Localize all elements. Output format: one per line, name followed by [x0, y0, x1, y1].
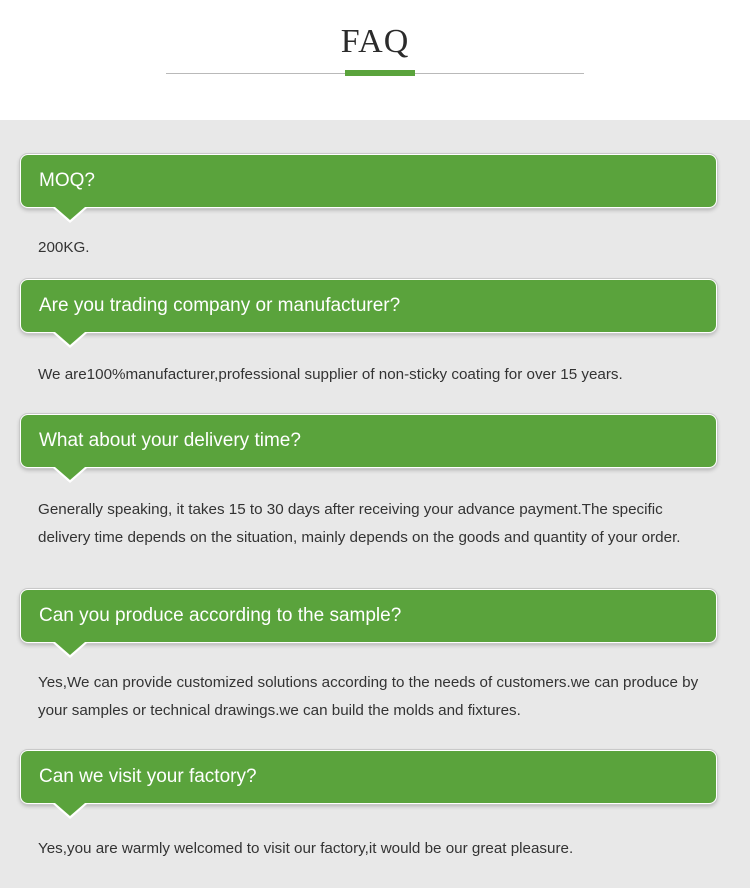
header-accent-bar: [345, 70, 415, 76]
question-text: Can we visit your factory?: [39, 766, 257, 787]
faq-question-sample: [20, 589, 717, 643]
question-text: What about your delivery time?: [39, 430, 301, 451]
speech-tail: [55, 803, 85, 816]
speech-tail: [55, 332, 85, 345]
faq-question-delivery-time: [20, 414, 717, 468]
faq-answer-delivery-time: Generally speaking, it takes 15 to 30 days after receiving your advance payment.The specific delivery time depends on the situation, mainly depends on the goods and quantity of your order.: [38, 501, 681, 546]
speech-tail: [55, 642, 85, 655]
faq-answer-moq: 200KG.: [38, 239, 90, 256]
question-text: Are you trading company or manufacturer?: [39, 295, 401, 316]
faq-header: [0, 0, 750, 120]
faq-question-moq: [20, 154, 717, 208]
faq-question-visit-factory: [20, 750, 717, 804]
faq-list: [0, 120, 750, 888]
page-title: FAQ: [340, 23, 410, 60]
faq-question-company-type: [20, 279, 717, 333]
faq-answer-company-type: We are100%manufacturer,professional supplier of non-sticky coating for over 15 years.: [38, 366, 623, 383]
question-text: Can you produce according to the sample?: [39, 605, 402, 626]
faq-answer-visit-factory: Yes,you are warmly welcomed to visit our factory,it would be our great pleasure.: [38, 840, 574, 857]
speech-tail: [55, 207, 85, 220]
question-text: MOQ?: [39, 170, 95, 191]
faq-answer-sample: Yes,We can provide customized solutions according to the needs of customers.we can produce by your samples or technical drawings.we can build the molds and fixtures.: [38, 674, 699, 719]
speech-tail: [55, 467, 85, 480]
